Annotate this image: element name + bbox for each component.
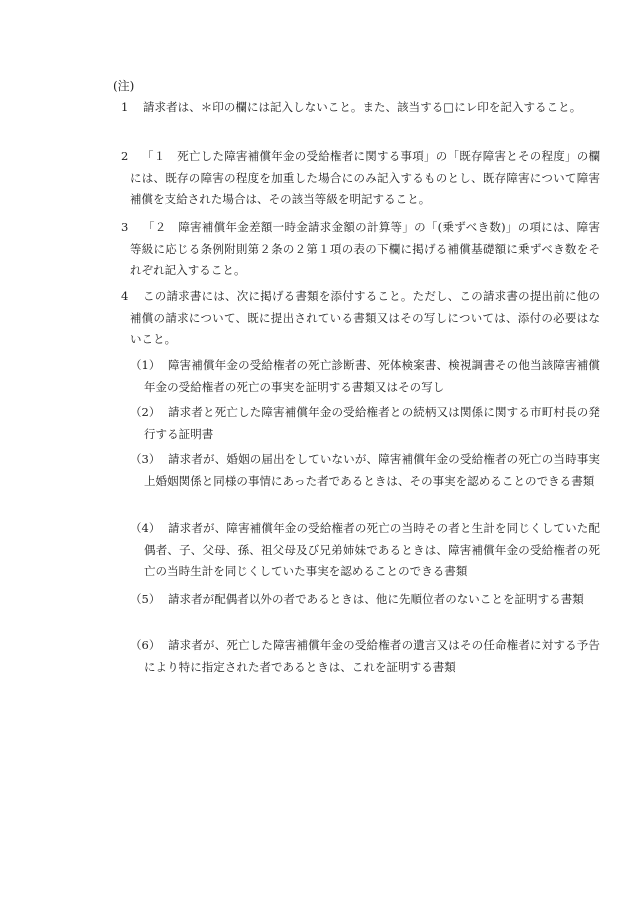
sub-item-6 bbox=[130, 635, 600, 678]
note-2 bbox=[121, 146, 600, 211]
sub-item-3 bbox=[130, 449, 600, 492]
sub-item-2-number: （2） bbox=[130, 405, 161, 419]
note-4-text: この請求書には、次に掲げる書類を添付すること。ただし、この請求書の提出前に他の補償の請求について、既に提出されている書類又はその写しについては、添付の必要はないこと。 bbox=[130, 289, 600, 347]
sub-item-5-text: 請求者が配偶者以外の者であるときは、他に先順位者のないことを証明する書類 bbox=[168, 592, 584, 606]
sub-item-1-text: 障害補償年金の受給権者の死亡診断書、死体検案書、検視調書その他当該障害補償年金の受給権者の死亡の事実を証明する書類又はその写し bbox=[144, 358, 600, 394]
sub-item-5 bbox=[130, 589, 600, 611]
sub-item-4-text: 請求者が、障害補償年金の受給権者の死亡の当時その者と生計を同じくしていた配偶者、子、父母、孫、祖父母及び兄弟姉妹であるときは、障害補償年金の受給権者の死亡の当時生計を同じくしていた事実を認めることのできる書類 bbox=[144, 521, 600, 579]
note-1-number: 1 bbox=[121, 100, 129, 114]
note-3-text: 「２ 障害補償年金差額一時金請求金額の計算等」の「(乗ずべき数)」の項には、障害等級に応じる条例附則第２条の２第１項の表の下欄に掲げる補償基礎額に乗ずべき数をそれぞれ記入すること。 bbox=[130, 220, 600, 278]
sub-item-6-number: （6） bbox=[130, 638, 161, 652]
sub-item-4 bbox=[130, 518, 600, 583]
sub-item-2-text: 請求者と死亡した障害補償年金の受給権者との続柄又は関係に関する市町村長の発行する証明書 bbox=[144, 405, 600, 441]
sub-item-6-text: 請求者が、死亡した障害補償年金の受給権者の遺言又はその任命権者に対する予告により特に指定された者であるときは、これを証明する書類 bbox=[144, 638, 600, 674]
notes-heading: (注) bbox=[113, 79, 135, 93]
sub-item-5-number: （5） bbox=[130, 592, 161, 606]
sub-item-3-number: （3） bbox=[130, 452, 161, 466]
sub-item-3-text: 請求者が、婚姻の届出をしていないが、障害補償年金の受給権者の死亡の当時事実上婚姻関係と同様の事情にあった者であるときは、その事実を認めることのできる書類 bbox=[144, 452, 600, 488]
sub-item-1 bbox=[130, 355, 600, 398]
note-3 bbox=[121, 217, 600, 282]
note-2-text: 「１ 死亡した障害補償年金の受給権者に関する事項」の「既存障害とその程度」の欄には、既存の障害の程度を加重した場合にのみ記入するものとし、既存障害について障害補償を支給された場合は、その該当等級を明記すること。 bbox=[130, 149, 600, 207]
note-3-number: 3 bbox=[121, 220, 129, 234]
sub-item-1-number: （1） bbox=[130, 358, 161, 372]
note-1-text: 請求者は、＊印の欄には記入しないこと。また、該当する□にレ印を記入すること。 bbox=[143, 100, 582, 114]
sub-item-2 bbox=[130, 402, 600, 445]
note-1 bbox=[121, 97, 600, 119]
note-2-number: 2 bbox=[121, 149, 129, 163]
note-4-number: 4 bbox=[121, 289, 129, 303]
sub-item-4-number: （4） bbox=[130, 521, 161, 535]
note-4 bbox=[121, 286, 600, 351]
